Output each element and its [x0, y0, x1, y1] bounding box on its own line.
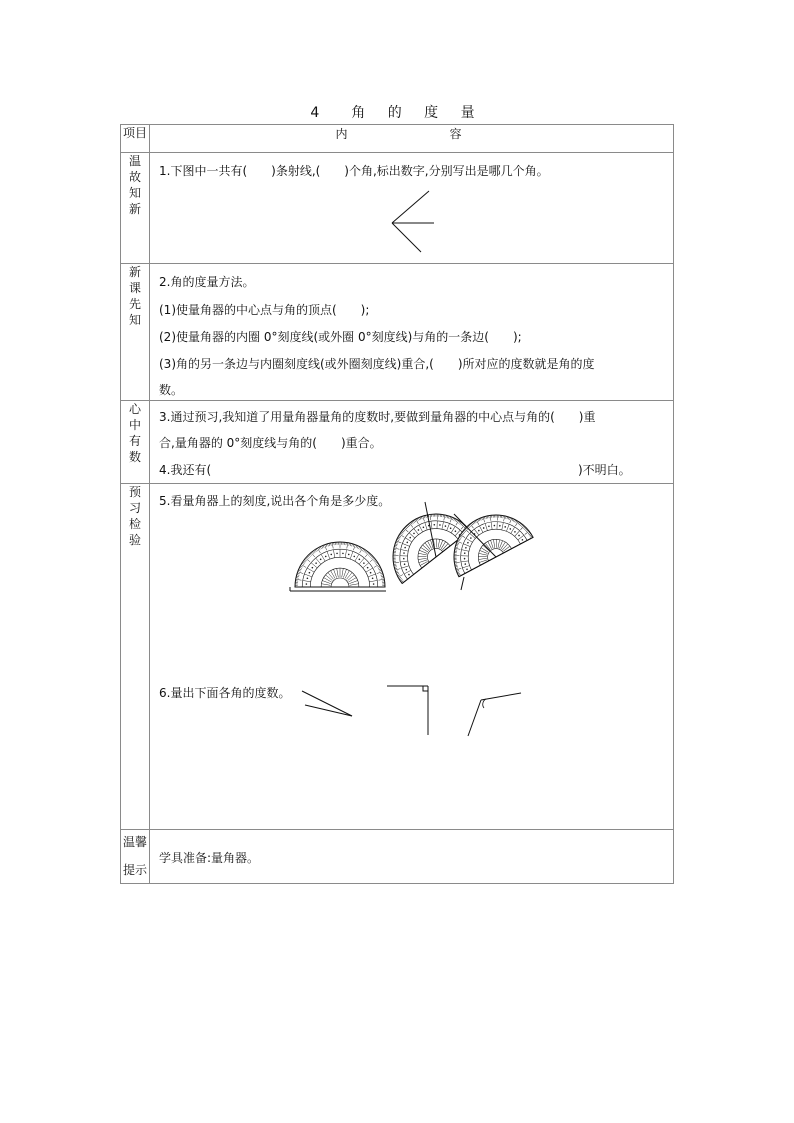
worksheet-table [120, 124, 674, 884]
row-new-lesson [121, 264, 674, 401]
row-new-lesson-label-cell [121, 264, 150, 401]
question-3-cont: 合,量角器的 0°刻度线与角的( )重合。 [159, 436, 382, 450]
step-1: (1)使量角器的中心点与角的顶点( ); [159, 303, 370, 317]
step-3: (3)角的另一条边与内圈刻度线(或外圈刻度线)重合,( )所对应的度数就是角的度 [159, 357, 595, 371]
row-self-check-content [150, 401, 674, 484]
acute-angle-figure [302, 691, 352, 716]
row-review-content [150, 153, 674, 264]
row-preview-test-content [150, 484, 674, 830]
question-3: 3.通过预习,我知道了用量角器量角的度数时,要做到量角器的中心点与角的( )重 [159, 410, 596, 424]
row-review [121, 153, 674, 264]
row-preview-test-label: 预习检验 [128, 485, 141, 547]
question-1: 1.下图中一共有( )条射线,( )个角,标出数字,分别写出是哪几个角。 [159, 164, 549, 178]
tips-text: 学具准备:量角器。 [159, 850, 260, 865]
angle-figures [150, 484, 676, 829]
page-title: 4 角 的 度 量 [310, 105, 484, 121]
question-4-start: 4.我还有( [159, 463, 212, 477]
row-review-label: 温故知新 [128, 154, 141, 216]
row-self-check [121, 401, 674, 484]
row-tips-label-top: 温馨 [122, 835, 147, 849]
row-tips-label-bottom: 提示 [122, 863, 147, 877]
step-3-cont: 数。 [159, 383, 184, 397]
row-review-label-cell [121, 153, 150, 264]
header-row [121, 125, 674, 153]
question-2: 2.角的度量方法。 [159, 275, 255, 289]
step-2: (2)使量角器的内圈 0°刻度线(或外圈 0°刻度线)与角的一条边( ); [159, 330, 522, 344]
header-content-cell [150, 125, 674, 153]
row-tips-content [150, 830, 674, 884]
row-self-check-label: 心中有数 [128, 402, 141, 464]
header-item-cell [121, 125, 150, 153]
header-item-label: 项目 [122, 126, 147, 140]
question-4-end: )不明白。 [578, 463, 631, 477]
question-5: 5.看量角器上的刻度,说出各个角是多少度。 [159, 494, 391, 508]
row-new-lesson-label: 新课先知 [128, 265, 141, 327]
row-preview-test [121, 484, 674, 830]
row-new-lesson-content [150, 264, 674, 401]
row-self-check-label-cell [121, 401, 150, 484]
right-angle-figure [387, 686, 428, 735]
question-6: 6.量出下面各角的度数。 [159, 686, 291, 700]
rays-figure [390, 189, 440, 255]
row-tips [121, 830, 674, 884]
row-preview-test-label-cell [121, 484, 150, 830]
header-content-label: 内 容 [335, 127, 488, 141]
row-tips-label-cell [121, 830, 150, 884]
obtuse-angle-figure [468, 693, 521, 736]
